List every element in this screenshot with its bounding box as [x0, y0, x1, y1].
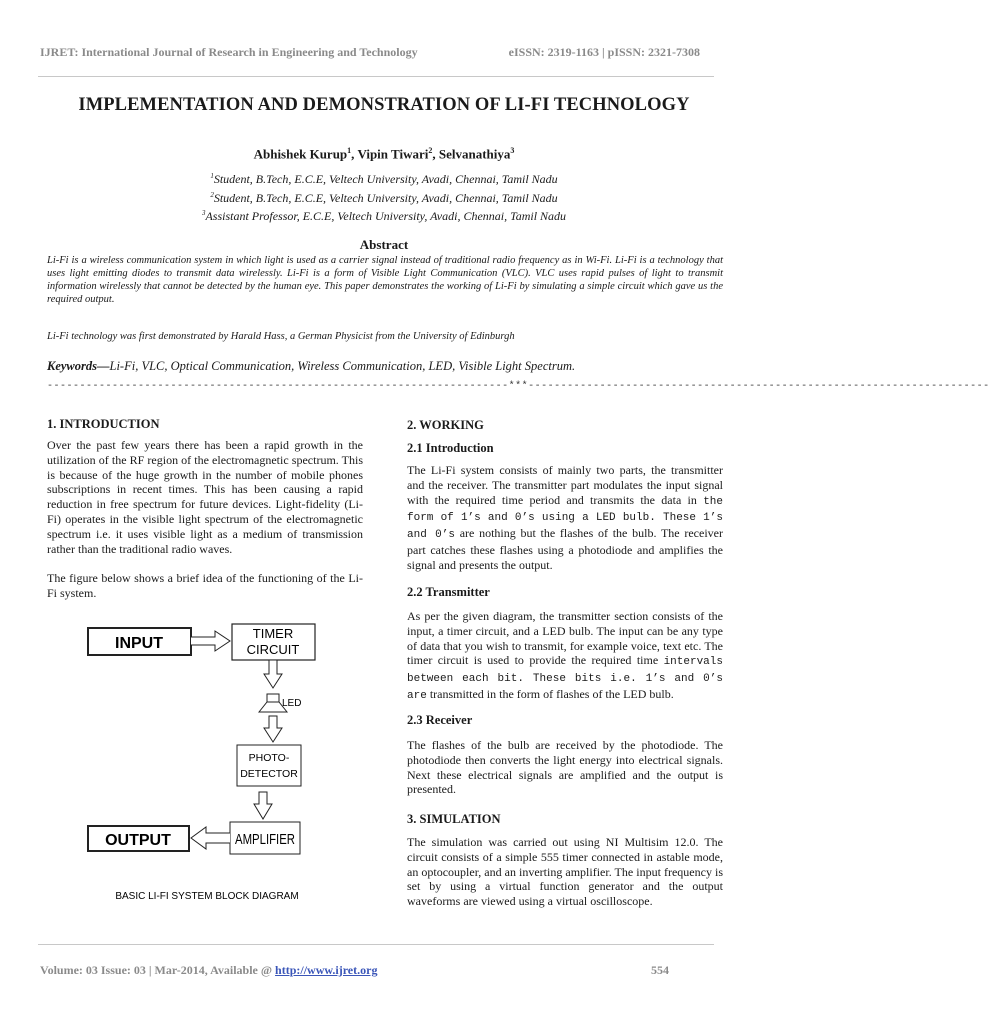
arrow-input-timer: [191, 631, 230, 651]
author-name: Abhishek Kurup: [253, 146, 348, 162]
keywords-text: Li-Fi, VLC, Optical Communication, Wireless Communication, LED, Visible Light Spectrum.: [109, 359, 576, 373]
intro-body: [47, 438, 363, 601]
photo-label-2: DETECTOR: [240, 768, 298, 780]
author-name: Selvanathiya: [438, 146, 511, 162]
journal-name: IJRET: International Journal of Research in Engineering and Technology: [40, 45, 418, 59]
keywords-label: Keywords—: [47, 359, 110, 373]
intro-paragraph: The figure below shows a brief idea of the functioning of the Li-Fi system.: [47, 571, 363, 601]
arrow-timer-led: [264, 660, 282, 688]
paper-title: IMPLEMENTATION AND DEMONSTRATION OF LI-FI TECHNOLOGY: [78, 95, 690, 115]
arrow-led-photo: [264, 716, 282, 742]
authors: Abhishek Kurup$^1$, Vipin Tiwari$^2$, Selvanathiya$^3$: [253, 146, 515, 162]
intro-subheading: 2.1 Introduction: [407, 441, 494, 455]
transmitter-subheading: 2.2 Transmitter: [407, 585, 490, 599]
page-number: 554: [651, 963, 669, 977]
arrow-amp-output: [191, 827, 230, 849]
timer-label-2: CIRCUIT: [246, 642, 300, 657]
amplifier-label: AMPLIFIER: [235, 831, 296, 848]
intro-heading: 1. INTRODUCTION: [47, 417, 160, 431]
block-diagram: [82, 616, 342, 916]
diagram-caption: BASIC LI-FI SYSTEM BLOCK DIAGRAM: [115, 891, 299, 902]
working-heading: 2. WORKING: [407, 418, 484, 432]
timer-label-1: TIMER: [252, 626, 294, 641]
working-paragraph: The Li-Fi system consists of mainly two parts, the transmitter and the receiver. The transmitter part modulates the input signal with the required time period and transmits the data in the form of 1’s and 0’s using a LED bulb. These 1’s and 0’s are nothing but the flashes of the bulb. The receiver part catches these flashes using a photodiode and amplifies the signal and presents the output.: [407, 463, 724, 572]
journal-link[interactable]: http://www.ijret.org: [275, 963, 378, 977]
issn: eISSN: 2319-1163 | pISSN: 2321-7308: [508, 45, 700, 59]
receiver-body: [407, 738, 723, 797]
led-icon: [267, 694, 279, 702]
abstract-heading: Abstract: [359, 237, 409, 252]
photo-label-1: PHOTO-: [248, 752, 290, 764]
simulation-heading: 3. SIMULATION: [407, 812, 501, 826]
arrow-photo-amp: [254, 792, 272, 819]
affiliations: [0, 169, 768, 225]
header-rule: [38, 76, 714, 77]
section-separator: -----------------------------------------------------------------------***-----------------------------------------------------------------------: [47, 381, 990, 392]
simulation-paragraph: The simulation was carried out using NI Multisim 12.0. The circuit consists of a simple 555 timer connected in astable mode, an optocoupler, and an inverting amplifier. The input frequency is set by using a virtual function generator and the output waveforms are viewed using a virtual oscilloscope.: [407, 835, 723, 909]
volume-info: Volume: 03 Issue: 03 | Mar-2014, Available @ http://www.ijret.org: [40, 963, 378, 977]
abstract-note: Li-Fi technology was first demonstrated by Harald Hass, a German Physicist from the University of Edinburgh: [47, 331, 515, 342]
transmitter-paragraph: As per the given diagram, the transmitter section consists of the input, a timer circuit, and a LED bulb. The input can be any type of data that you wish to transmit, for example voice, text etc. The timer circuit is used to provide the required time intervals between each bit. These bits i.e. 1’s and 0’s are transmitted in the form of flashes of the LED bulb.: [407, 609, 723, 702]
input-label: INPUT: [115, 635, 163, 652]
transmitter-body: [407, 609, 723, 704]
affiliation: $^2$Student, B.Tech, E.C.E, Veltech University, Avadi, Chennai, Tamil Nadu: [210, 190, 558, 205]
author-name: Vipin Tiwari: [357, 146, 429, 162]
led-label: LED: [282, 698, 302, 709]
keywords: [47, 359, 727, 374]
affiliation: $^3$Assistant Professor, E.C.E, Veltech University, Avadi, Chennai, Tamil Nadu: [201, 209, 567, 223]
output-label: OUTPUT: [105, 832, 171, 849]
abstract-text: Li-Fi is a wireless communication system in which light is used as a carrier signal instead of traditional radio frequency as in Wi-Fi. Li-Fi is a technology that uses light emitting diodes to transmit data wirelessly. Li-Fi is a form of Visible Light Communication (VLC). VLC uses rapid pulses of light to transmit information wirelessly that cannot be detected by the human eye. This paper demonstrates the working of Li-Fi by simulating a simple circuit which gave us the required output.: [47, 255, 723, 305]
footer-rule: [38, 944, 714, 945]
intro-paragraph: Over the past few years there has been a rapid growth in the utilization of the RF region of the electromagnetic spectrum. This is because of the huge growth in the number of mobile phones subscriptions in recent times. This has been causing a rapid reduction in free spectrum for future devices. Light-fidelity (Li-Fi) operates in the visible light spectrum of the electromagnetic spectrum i.e. it uses visible light as a medium of transmission rather than the traditional radio waves.: [47, 438, 363, 556]
working-intro-body: [407, 463, 723, 573]
receiver-paragraph: The flashes of the bulb are received by the photodiode. The photodiode then converts the light energy into electrical signals. Next these electrical signals are amplified and the output is presented.: [407, 738, 723, 797]
simulation-body: [407, 835, 723, 909]
receiver-subheading: 2.3 Receiver: [407, 713, 473, 727]
affiliation: $^1$Student, B.Tech, E.C.E, Veltech University, Avadi, Chennai, Tamil Nadu: [210, 172, 558, 186]
